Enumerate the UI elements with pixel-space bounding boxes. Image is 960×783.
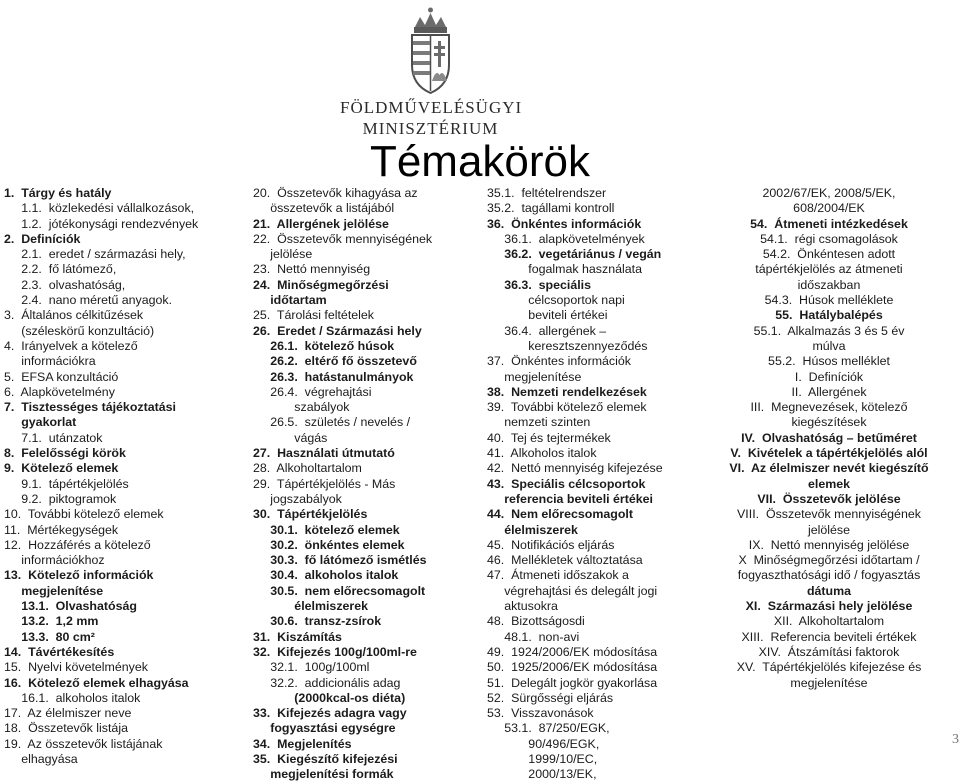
topic-line: 3. Általános célkitűzések — [4, 308, 144, 323]
topic-line: 39. További kötelező elemek — [487, 400, 647, 415]
topic-line: 13.1. Olvashatóság — [4, 599, 137, 614]
topic-line: 32.1. 100g/100ml — [253, 660, 370, 675]
topic-line: 47. Átmeneti időszakok a — [487, 568, 629, 583]
topic-line: vágás — [253, 430, 328, 445]
topic-line: 31. Kiszámítás — [253, 629, 342, 644]
topic-line: 35.1. feltételrendszer — [487, 186, 607, 200]
topic-line: 9.1. tápértékjelölés — [4, 476, 129, 491]
topic-line: végrehajtási és delegált jogi — [487, 583, 658, 598]
topic-line: 90/496/EGK, — [487, 736, 600, 751]
topic-line: 30. Tápértékjelölés — [253, 507, 368, 522]
topic-line: 30.5. nem előrecsomagolt — [253, 583, 426, 598]
topic-line: 4. Irányelvek a kötelező — [4, 338, 138, 353]
topic-line: 15. Nyelvi követelmények — [4, 660, 148, 675]
topic-line: V. Kivételek a tápértékjelölés alól — [730, 446, 928, 461]
topic-line: 34. Megjelenítés — [253, 736, 352, 751]
topic-line: szabályok — [253, 400, 350, 415]
topic-line: 35.2. tagállami kontroll — [487, 201, 615, 216]
topic-column-2 — [253, 186, 493, 783]
topic-line: megjelenítése — [487, 369, 582, 384]
topic-line: 41. Alkoholos italok — [487, 446, 597, 461]
topic-line: 5. EFSA konzultáció — [4, 369, 119, 384]
topic-line: 2. Definíciók — [4, 231, 81, 246]
topic-line: 52. Sürgősségi eljárás — [487, 690, 614, 705]
coat-of-arms-icon — [340, 5, 521, 97]
topic-line: referencia beviteli értékei — [487, 491, 653, 506]
topic-line: 2.1. eredet / származási hely, — [4, 247, 186, 262]
topic-line: 55.1. Alkalmazás 3 és 5 év — [753, 323, 905, 338]
topic-line: 38. Nemzeti rendelkezések — [487, 384, 647, 399]
topic-line: 26.3. hatástanulmányok — [253, 369, 414, 384]
topic-line: 49. 1924/2006/EK módosítása — [487, 644, 658, 659]
topic-line: 26.2. eltérő fő összetevő — [253, 354, 417, 369]
topic-line: jogszabályok — [253, 491, 342, 506]
topic-line: 1. Tárgy és hatály — [4, 186, 112, 200]
topic-line: 13.2. 1,2 mm — [4, 614, 99, 629]
topic-line: 46. Mellékletek változtatása — [487, 553, 643, 568]
topic-line: 18. Összetevők listája — [4, 721, 128, 736]
topic-line: (széleskörű konzultáció) — [4, 323, 155, 338]
topic-line: 43. Speciális célcsoportok — [487, 476, 646, 491]
topic-line: VI. Az élelmiszer nevét kiegészítő — [729, 461, 929, 476]
topic-line: 7. Tisztességes tájékoztatási — [4, 400, 176, 415]
topic-line: élelmiszerek — [487, 522, 578, 537]
page-title: Témakörök — [369, 137, 591, 186]
topic-line: XI. Származási hely jelölése — [745, 599, 913, 614]
topic-line: X Minőségmegőrzési időtartam / — [738, 553, 920, 568]
topic-line: 37. Önkéntes információk — [487, 354, 631, 369]
topic-line: 2.3. olvashatóság, — [4, 277, 126, 292]
topic-line: 1.1. közlekedési vállalkozások, — [4, 201, 195, 216]
topic-line: fogalmak használata — [487, 262, 642, 277]
topic-line: gyakorlat — [4, 415, 77, 430]
topic-line: 9.2. piktogramok — [4, 491, 117, 506]
topic-line: 50. 1925/2006/EK módosítása — [487, 660, 658, 675]
topic-line: 10. További kötelező elemek — [4, 507, 164, 522]
topic-line: információkhoz — [4, 553, 105, 568]
topic-line: 30.1. kötelező elemek — [253, 522, 400, 537]
topic-line: 26.1. kötelező húsok — [253, 338, 395, 353]
topic-line: jelölése — [807, 522, 851, 537]
topic-line: tápértékjelölés az átmeneti — [755, 262, 903, 277]
topic-line: 44. Nem előrecsomagolt — [487, 507, 633, 522]
topic-line: 7.1. utánzatok — [4, 430, 103, 445]
topic-line: I. Definíciók — [794, 369, 864, 384]
topic-line: (2000kcal-os diéta) — [253, 690, 406, 705]
topic-line: 8. Felelősségi körök — [4, 446, 126, 461]
topic-line: 48.1. non-avi — [487, 629, 580, 644]
topic-line: 51. Delegált jogkör gyakorlása — [487, 675, 658, 690]
topic-line: 55. Hatálybalépés — [775, 308, 883, 323]
topic-line: 45. Notifikációs eljárás — [487, 537, 615, 552]
topic-line: VII. Összetevők jelölése — [757, 491, 901, 506]
topic-line: 30.4. alkoholos italok — [253, 568, 399, 583]
topic-line: 2.4. nano méretű anyagok. — [4, 293, 173, 308]
topic-line: fogyaszthatósági idő / fogyasztás — [737, 568, 921, 583]
topic-line: 22. Összetevők mennyiségének — [253, 231, 433, 246]
topic-line: fogyasztási egységre — [253, 721, 396, 736]
topic-line: 32.2. addicionális adag — [253, 675, 401, 690]
ministry-logo — [340, 5, 521, 137]
topic-line: 55.2. Húsos melléklet — [768, 354, 890, 369]
topic-line: 30.2. önkéntes elemek — [253, 537, 405, 552]
topic-line: 36. Önkéntes információk — [487, 216, 642, 231]
topic-line: összetevők a listájából — [253, 201, 395, 216]
topic-column-3 — [487, 186, 707, 783]
topic-line: 54.1. régi csomagolások — [760, 231, 898, 246]
topic-line: III. Megnevezések, kötelező — [750, 400, 908, 415]
topic-line: 16. Kötelező elemek elhagyása — [4, 675, 189, 690]
topic-line: 36.4. allergének – — [487, 323, 607, 338]
topic-line: 30.6. transz-zsírok — [253, 614, 382, 629]
topic-line: keresztszennyeződés — [487, 338, 648, 353]
topic-line: időszakban — [797, 277, 861, 292]
topic-line: időtartam — [253, 293, 327, 308]
topic-line: VIII. Összetevők mennyiségének — [737, 507, 921, 522]
page-number: 3 — [952, 732, 959, 747]
topic-line: 54.2. Önkéntesen adott — [762, 247, 896, 262]
topic-line: IX. Nettó mennyiség jelölése — [748, 537, 910, 552]
topic-line: 36.2. vegetáriánus / vegán — [487, 247, 662, 262]
topic-line: II. Allergének — [791, 384, 867, 399]
topic-line: 26. Eredet / Származási hely — [253, 323, 422, 338]
topic-line: 608/2004/EK — [793, 201, 865, 216]
topic-line: 29. Tápértékjelölés - Más — [253, 476, 396, 491]
topic-line: 14. Távértékesítés — [4, 644, 115, 659]
topic-column-4 — [700, 186, 958, 691]
topic-line: 40. Tej és tejtermékek — [487, 430, 611, 445]
topic-line: elhagyása — [4, 751, 78, 766]
topic-line: 13.3. 80 cm² — [4, 629, 95, 644]
topic-line: nemzeti szinten — [487, 415, 591, 430]
topic-line: XV. Tápértékjelölés kifejezése és — [736, 660, 922, 675]
topic-line: megjelenítési formák — [253, 767, 394, 782]
topic-line: kiegészítések — [791, 415, 867, 430]
topic-line: 21. Allergének jelölése — [253, 216, 389, 231]
topic-line: 32. Kifejezés 100g/100ml-re — [253, 644, 417, 659]
topic-line: 33. Kifejezés adagra vagy — [253, 706, 407, 721]
topic-line: információkra — [4, 354, 96, 369]
topic-line: 35. Kiegészítő kifejezési — [253, 751, 398, 766]
topic-line: 11. Mértékegységek — [4, 522, 119, 537]
topic-line: 42. Nettó mennyiség kifejezése — [487, 461, 663, 476]
topic-line: XIV. Átszámítási faktorok — [758, 644, 900, 659]
topic-line: megjelenítése — [790, 675, 868, 690]
topic-line: 19. Az összetevők listájának — [4, 736, 163, 751]
topic-line: 17. Az élelmiszer neve — [4, 706, 132, 721]
logo-line-1: FÖLDMŰVELÉSÜGYI — [340, 98, 523, 117]
topic-line: dátuma — [806, 583, 852, 598]
topic-line: IV. Olvashatóság – betűméret — [741, 430, 917, 445]
topic-line: megjelenítése — [4, 583, 104, 598]
topic-line: célcsoportok napi — [487, 293, 625, 308]
topic-column-1 — [4, 186, 249, 767]
logo-line-2: MINISZTÉRIUM — [362, 119, 499, 138]
topic-line: 54. Átmeneti intézkedések — [750, 216, 908, 231]
topic-line: elemek — [807, 476, 851, 491]
topic-line: 2000/13/EK, — [487, 767, 597, 782]
topic-line: 24. Minőségmegőrzési — [253, 277, 389, 292]
topic-line: 12. Hozzáférés a kötelező — [4, 537, 151, 552]
topic-line: 20. Összetevők kihagyása az — [253, 186, 418, 200]
topic-line: élelmiszerek — [253, 599, 369, 614]
topic-line: 2.2. fő látómező, — [4, 262, 117, 277]
topic-line: 9. Kötelező elemek — [4, 461, 119, 476]
topic-line: 27. Használati útmutató — [253, 446, 395, 461]
topic-line: 1.2. jótékonysági rendezvények — [4, 216, 199, 231]
topic-line: 53. Visszavonások — [487, 706, 594, 721]
topic-line: 30.3. fő látómező ismétlés — [253, 553, 427, 568]
topic-line: 6. Alapkövetelmény — [4, 384, 115, 399]
topic-line: XIII. Referencia beviteli értékek — [741, 629, 917, 644]
topic-line: XII. Alkoholtartalom — [773, 614, 885, 629]
topic-line: 1999/10/EC, — [487, 751, 598, 766]
topic-line: 54.3. Húsok melléklete — [764, 293, 894, 308]
topic-line: 23. Nettó mennyiség — [253, 262, 371, 277]
topic-line: 26.4. végrehajtási — [253, 384, 372, 399]
topic-line: 28. Alkoholtartalom — [253, 461, 362, 476]
topic-line: 36.3. speciális — [487, 277, 592, 292]
topic-line: 13. Kötelező információk — [4, 568, 154, 583]
topic-line: 26.5. születés / nevelés / — [253, 415, 411, 430]
topic-line: jelölése — [253, 247, 313, 262]
topic-line: 53.1. 87/250/EGK, — [487, 721, 610, 736]
topic-line: 16.1. alkoholos italok — [4, 690, 141, 705]
topic-line: 48. Bizottságosdi — [487, 614, 585, 629]
topic-line: 2002/67/EK, 2008/5/EK, — [762, 186, 896, 200]
topic-line: beviteli értékei — [487, 308, 608, 323]
topic-line: múlva — [812, 338, 846, 353]
topic-line: 25. Tárolási feltételek — [253, 308, 374, 323]
topic-line: 36.1. alapkövetelmények — [487, 231, 645, 246]
topic-line: aktusokra — [487, 599, 558, 614]
